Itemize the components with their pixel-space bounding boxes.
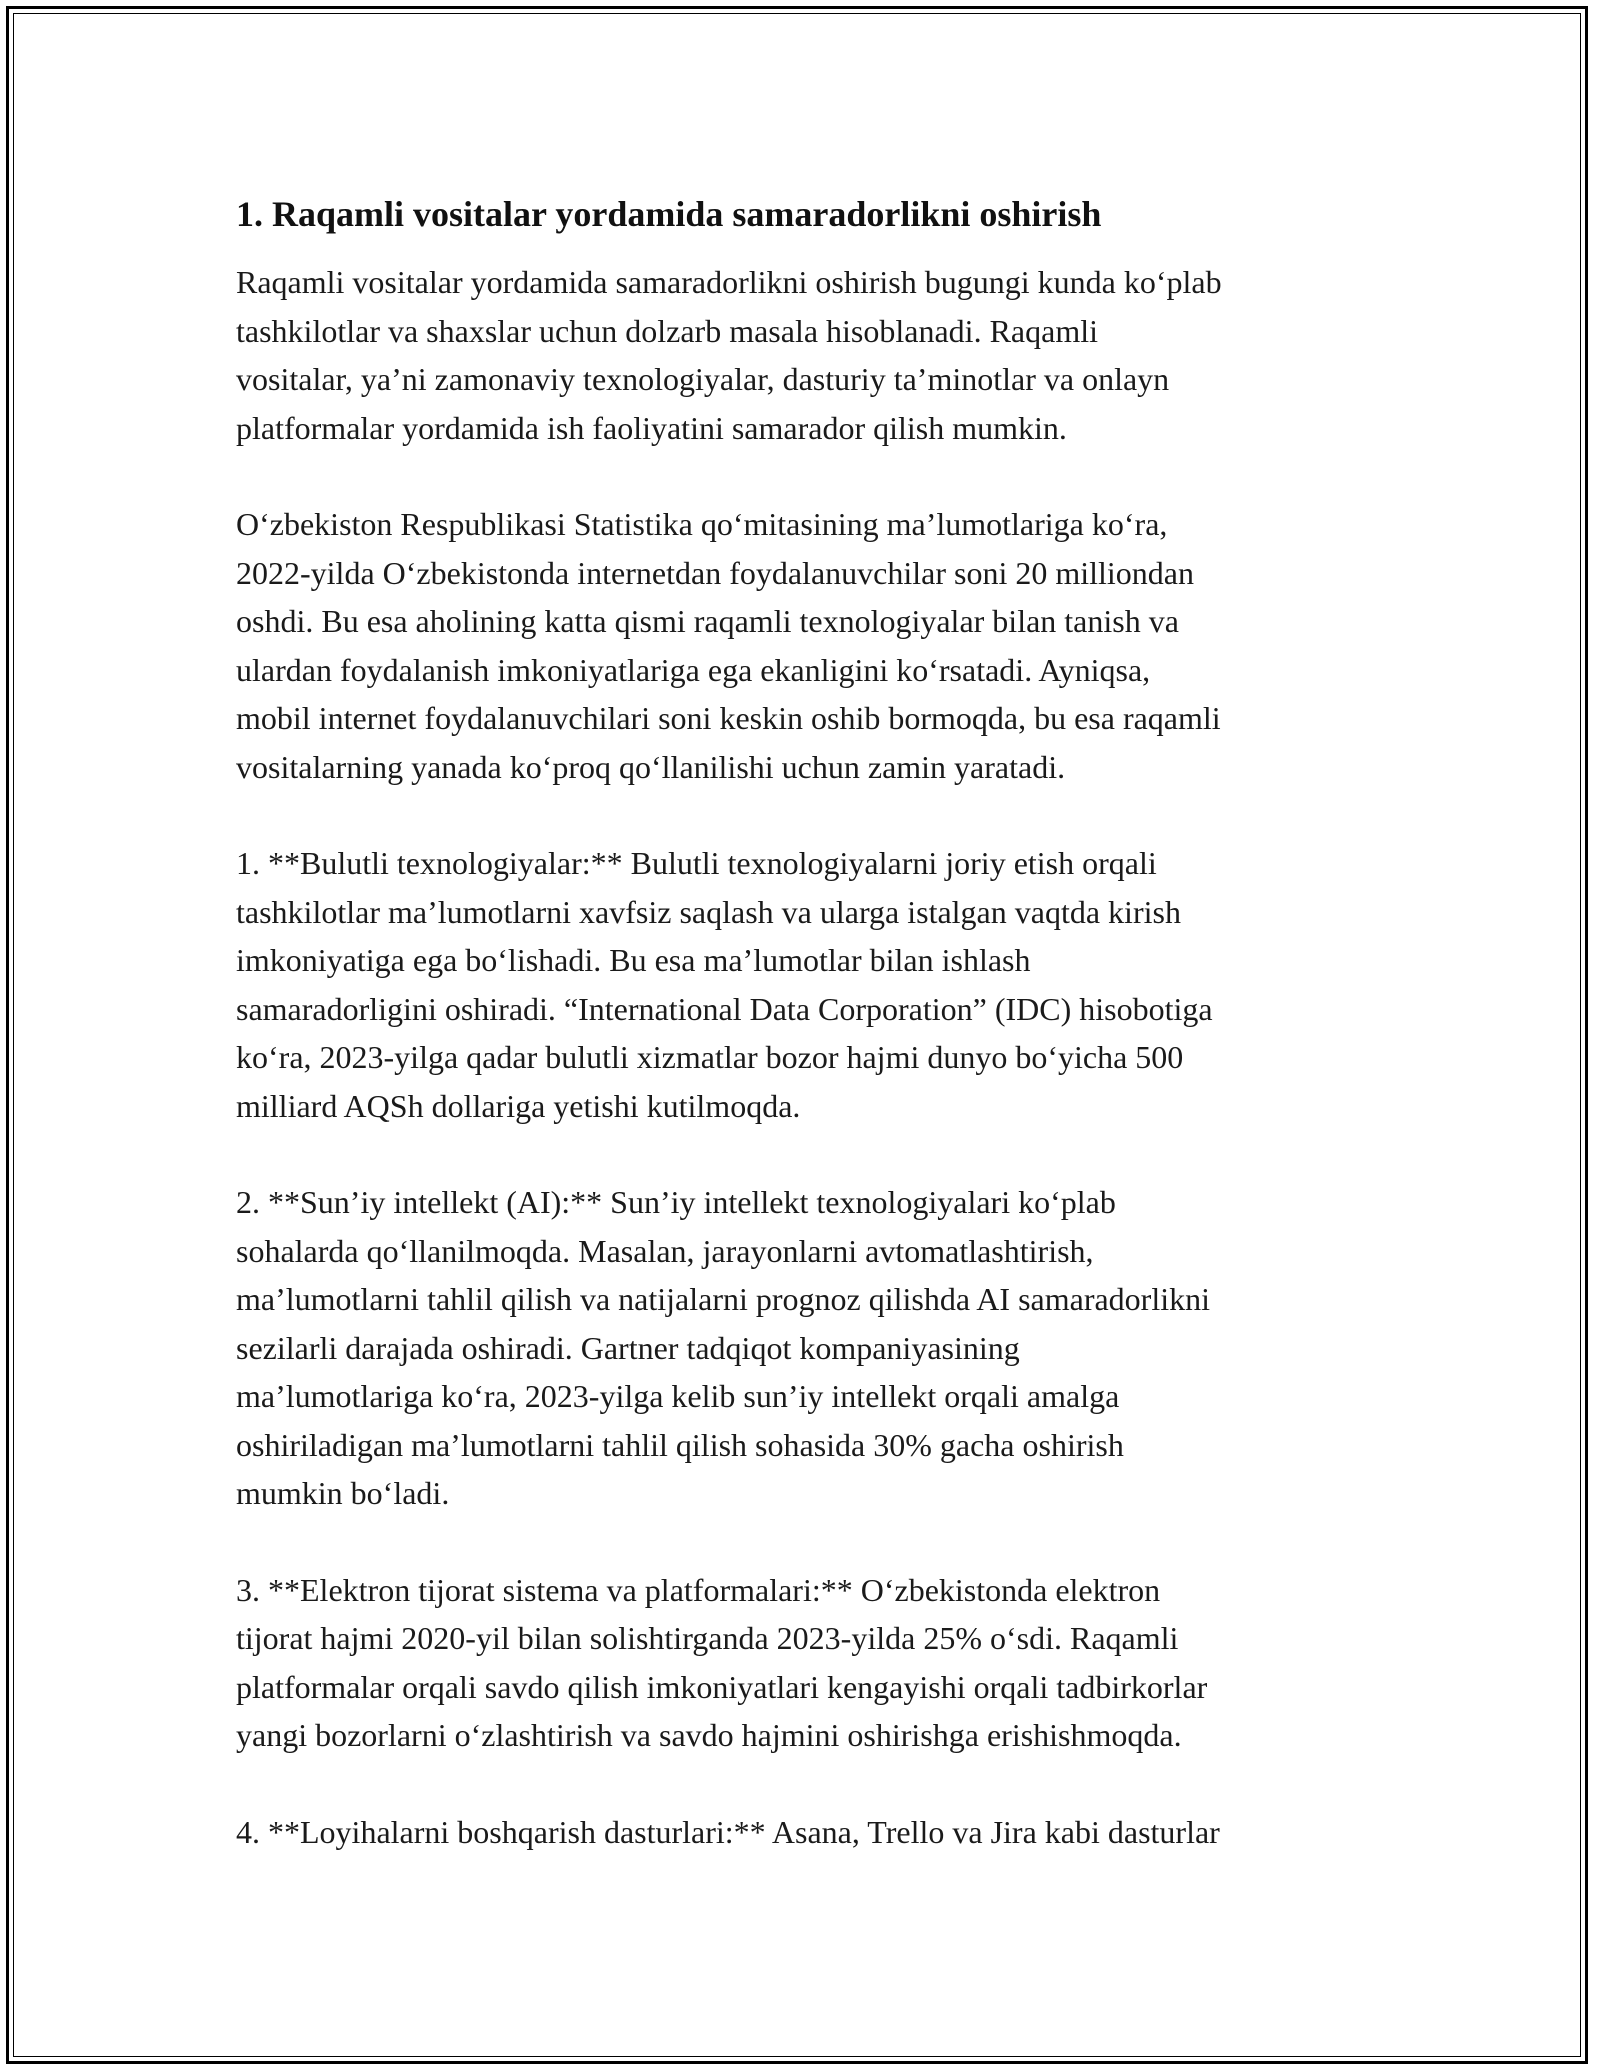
paragraph-e-commerce <box>236 1566 1386 1760</box>
paragraph-statistics <box>236 500 1386 791</box>
text-line: platformalar yordamida ish faoliyatini samarador qilish mumkin. <box>236 409 1067 446</box>
document-body <box>236 188 1386 1904</box>
text-line: koʻra, 2023-yilga qadar bulutli xizmatlar bozor hajmi dunyo boʻyicha 500 <box>236 1039 1184 1075</box>
document-title: 1. Raqamli vositalar yordamida samaradorlikni oshirish <box>236 194 1102 234</box>
text-line: oshdi. Bu esa aholining katta qismi raqamli texnologiyalar bilan tanish va <box>236 603 1179 639</box>
text-line: 2. **Sunʼiy intellekt (AI):** Sunʼiy intellekt texnologiyalari koʻplab <box>236 1184 1116 1220</box>
text-line: oshiriladigan maʼlumotlarni tahlil qilish sohasida 30% gacha oshirish <box>236 1426 1124 1463</box>
text-line: maʼlumotlarni tahlil qilish va natijalarni prognoz qilishda AI samaradorlikni <box>236 1281 1210 1317</box>
text-line: Raqamli vositalar yordamida samaradorlikni oshirish bugungi kunda koʻplab <box>236 264 1222 300</box>
text-line: 1. **Bulutli texnologiyalar:** Bulutli texnologiyalarni joriy etish orqali <box>236 845 1157 881</box>
text-line: 3. **Elektron tijorat sistema va platformalari:** Oʻzbekistonda elektron <box>236 1571 1161 1608</box>
text-line: ulardan foydalanish imkoniyatlariga ega ekanligini koʻrsatadi. Ayniqsa, <box>236 651 1151 688</box>
text-line: platformalar orqali savdo qilish imkoniyatlari kengayishi orqali tadbirkorlar <box>236 1668 1208 1705</box>
text-line: 2022-yilda Oʻzbekistonda internetdan foydalanuvchilar soni 20 milliondan <box>236 554 1194 591</box>
text-line: samaradorligini oshiradi. “International Data Corporation” (IDC) hisobotiga <box>236 990 1213 1027</box>
text-line: maʼlumotlariga koʻra, 2023-yilga kelib sunʼiy intellekt orqali amalga <box>236 1378 1120 1414</box>
text-line: sohalarda qoʻllanilmoqda. Masalan, jarayonlarni avtomatlashtirish, <box>236 1232 1094 1269</box>
text-line: yangi bozorlarni oʻzlashtirish va savdo hajmini oshirishga erishishmoqda. <box>236 1717 1182 1753</box>
text-line: vositalar, yaʼni zamonaviy texnologiyalar, dasturiy taʼminotlar va onlayn <box>236 361 1170 397</box>
text-line: Oʻzbekiston Respublikasi Statistika qoʻmitasining maʼlumotlariga koʻra, <box>236 506 1168 542</box>
text-line: vositalarning yanada koʻproq qoʻllanilishi uchun zamin yaratadi. <box>236 748 1066 785</box>
text-line: 4. **Loyihalarni boshqarish dasturlari:** Asana, Trello va Jira kabi dasturlar <box>236 1813 1220 1850</box>
paragraph-cloud-technologies <box>236 839 1386 1130</box>
text-line: tijorat hajmi 2020-yil bilan solishtirganda 2023-yilda 25% oʻsdi. Raqamli <box>236 1620 1179 1656</box>
text-line: mobil internet foydalanuvchilari soni keskin oshib bormoqda, bu esa raqamli <box>236 700 1221 736</box>
paragraph-project-management <box>236 1808 1386 1857</box>
text-line: sezilarli darajada oshiradi. Gartner tadqiqot kompaniyasining <box>236 1329 1020 1366</box>
paragraph-artificial-intelligence <box>236 1178 1386 1518</box>
text-line: imkoniyatiga ega boʻlishadi. Bu esa maʼlumotlar bilan ishlash <box>236 942 1031 978</box>
text-line: mumkin boʻladi. <box>236 1475 450 1511</box>
text-line: tashkilotlar maʼlumotlarni xavfsiz saqlash va ularga istalgan vaqtda kirish <box>236 893 1181 930</box>
text-line: tashkilotlar va shaxslar uchun dolzarb masala hisoblanadi. Raqamli <box>236 312 1098 349</box>
text-line: milliard AQSh dollariga yetishi kutilmoqda. <box>236 1087 801 1124</box>
paragraph-intro <box>236 258 1386 452</box>
